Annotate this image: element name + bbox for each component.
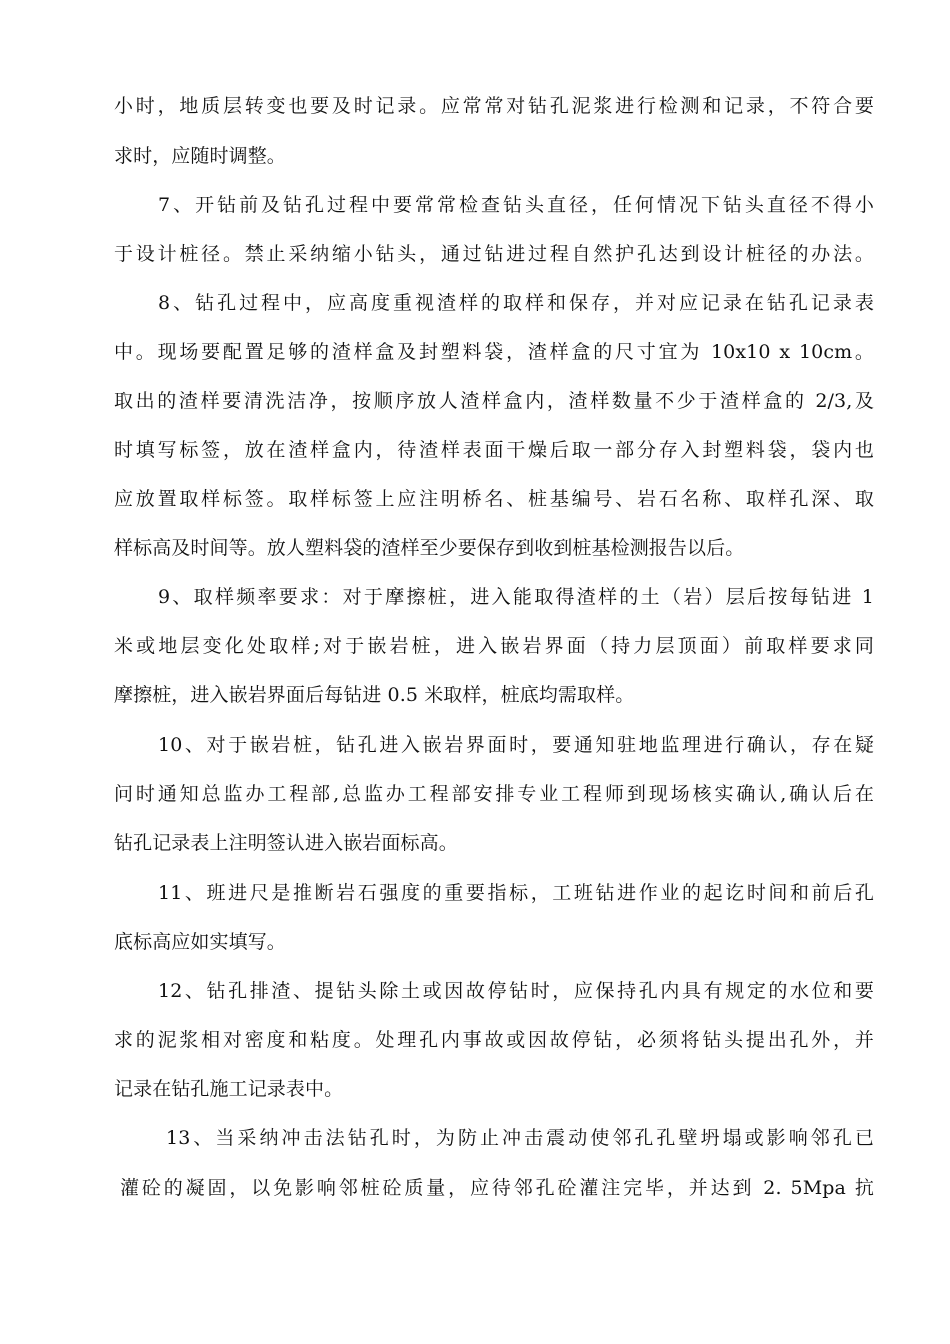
text-line: 记录在钻孔施工记录表中。 [114,1078,344,1100]
text-line: 小时，地质层转变也要及时记录。应常常对钻孔泥浆进行检测和记录，不符合要 [114,95,874,117]
paragraph-13-line-1: 13、当采纳冲击法钻孔时，为防止冲击震动使邻孔孔壁坍塌或影响邻孔已 [166,1127,874,1149]
text-line: 求的泥浆相对密度和粘度。处理孔内事故或因故停钻，必须将钻头提出孔外，并 [114,1029,874,1051]
text-line: 应放置取样标签。取样标签上应注明桥名、桩基编号、岩石名称、取样孔深、取 [114,488,874,510]
text-line: 样标高及时间等。放人塑料袋的渣样至少要保存到收到桩基检测报告以后。 [114,537,745,559]
text-line: 时填写标签，放在渣样盒内，待渣样表面干燥后取一部分存入封塑料袋，袋内也 [114,439,874,461]
paragraph-10-line-1: 10、对于嵌岩桩，钻孔进入嵌岩界面时，要通知驻地监理进行确认，存在疑 [158,734,874,756]
text-line: 取出的渣样要清洗洁净，按顺序放人渣样盒内，渣样数量不少于渣样盒的 2/3,及 [114,390,874,412]
text-line: 求时，应随时调整。 [114,145,286,167]
text-line: 底标高应如实填写。 [114,931,286,953]
paragraph-11-line-1: 11、班进尺是推断岩石强度的重要指标，工班钻进作业的起讫时间和前后孔 [158,882,874,904]
paragraph-12-line-1: 12、钻孔排渣、提钻头除土或因故停钻时，应保持孔内具有规定的水位和要 [158,980,874,1002]
text-line: 中。现场要配置足够的渣样盒及封塑料袋，渣样盒的尺寸宜为 10x10 x 10cm。 [114,341,874,363]
paragraph-7-line-1: 7、开钻前及钻孔过程中要常常检查钻头直径，任何情况下钻头直径不得小 [158,194,874,216]
paragraph-9-line-1: 9、取样频率要求：对于摩擦桩，进入能取得渣样的土（岩）层后按每钻进 1 [158,586,874,608]
text-line: 米或地层变化处取样;对于嵌岩桩，进入嵌岩界面（持力层顶面）前取样要求同 [114,635,874,657]
text-line: 钻孔记录表上注明签认进入嵌岩面标高。 [114,832,458,854]
text-line: 于设计桩径。禁止采纳缩小钻头，通过钻进过程自然护孔达到设计桩径的办法。 [114,243,874,265]
paragraph-8-line-1: 8、钻孔过程中，应高度重视渣样的取样和保存，并对应记录在钻孔记录表 [158,292,874,314]
text-line: 摩擦桩，进入嵌岩界面后每钻进 0.5 米取样，桩底均需取样。 [114,684,635,706]
text-line: 问时通知总监办工程部,总监办工程部安排专业工程师到现场核实确认,确认后在 [114,783,874,805]
text-line: 灌砼的凝固，以免影响邻桩砼质量，应待邻孔砼灌注完毕，并达到 2. 5Mpa 抗 [120,1177,874,1199]
